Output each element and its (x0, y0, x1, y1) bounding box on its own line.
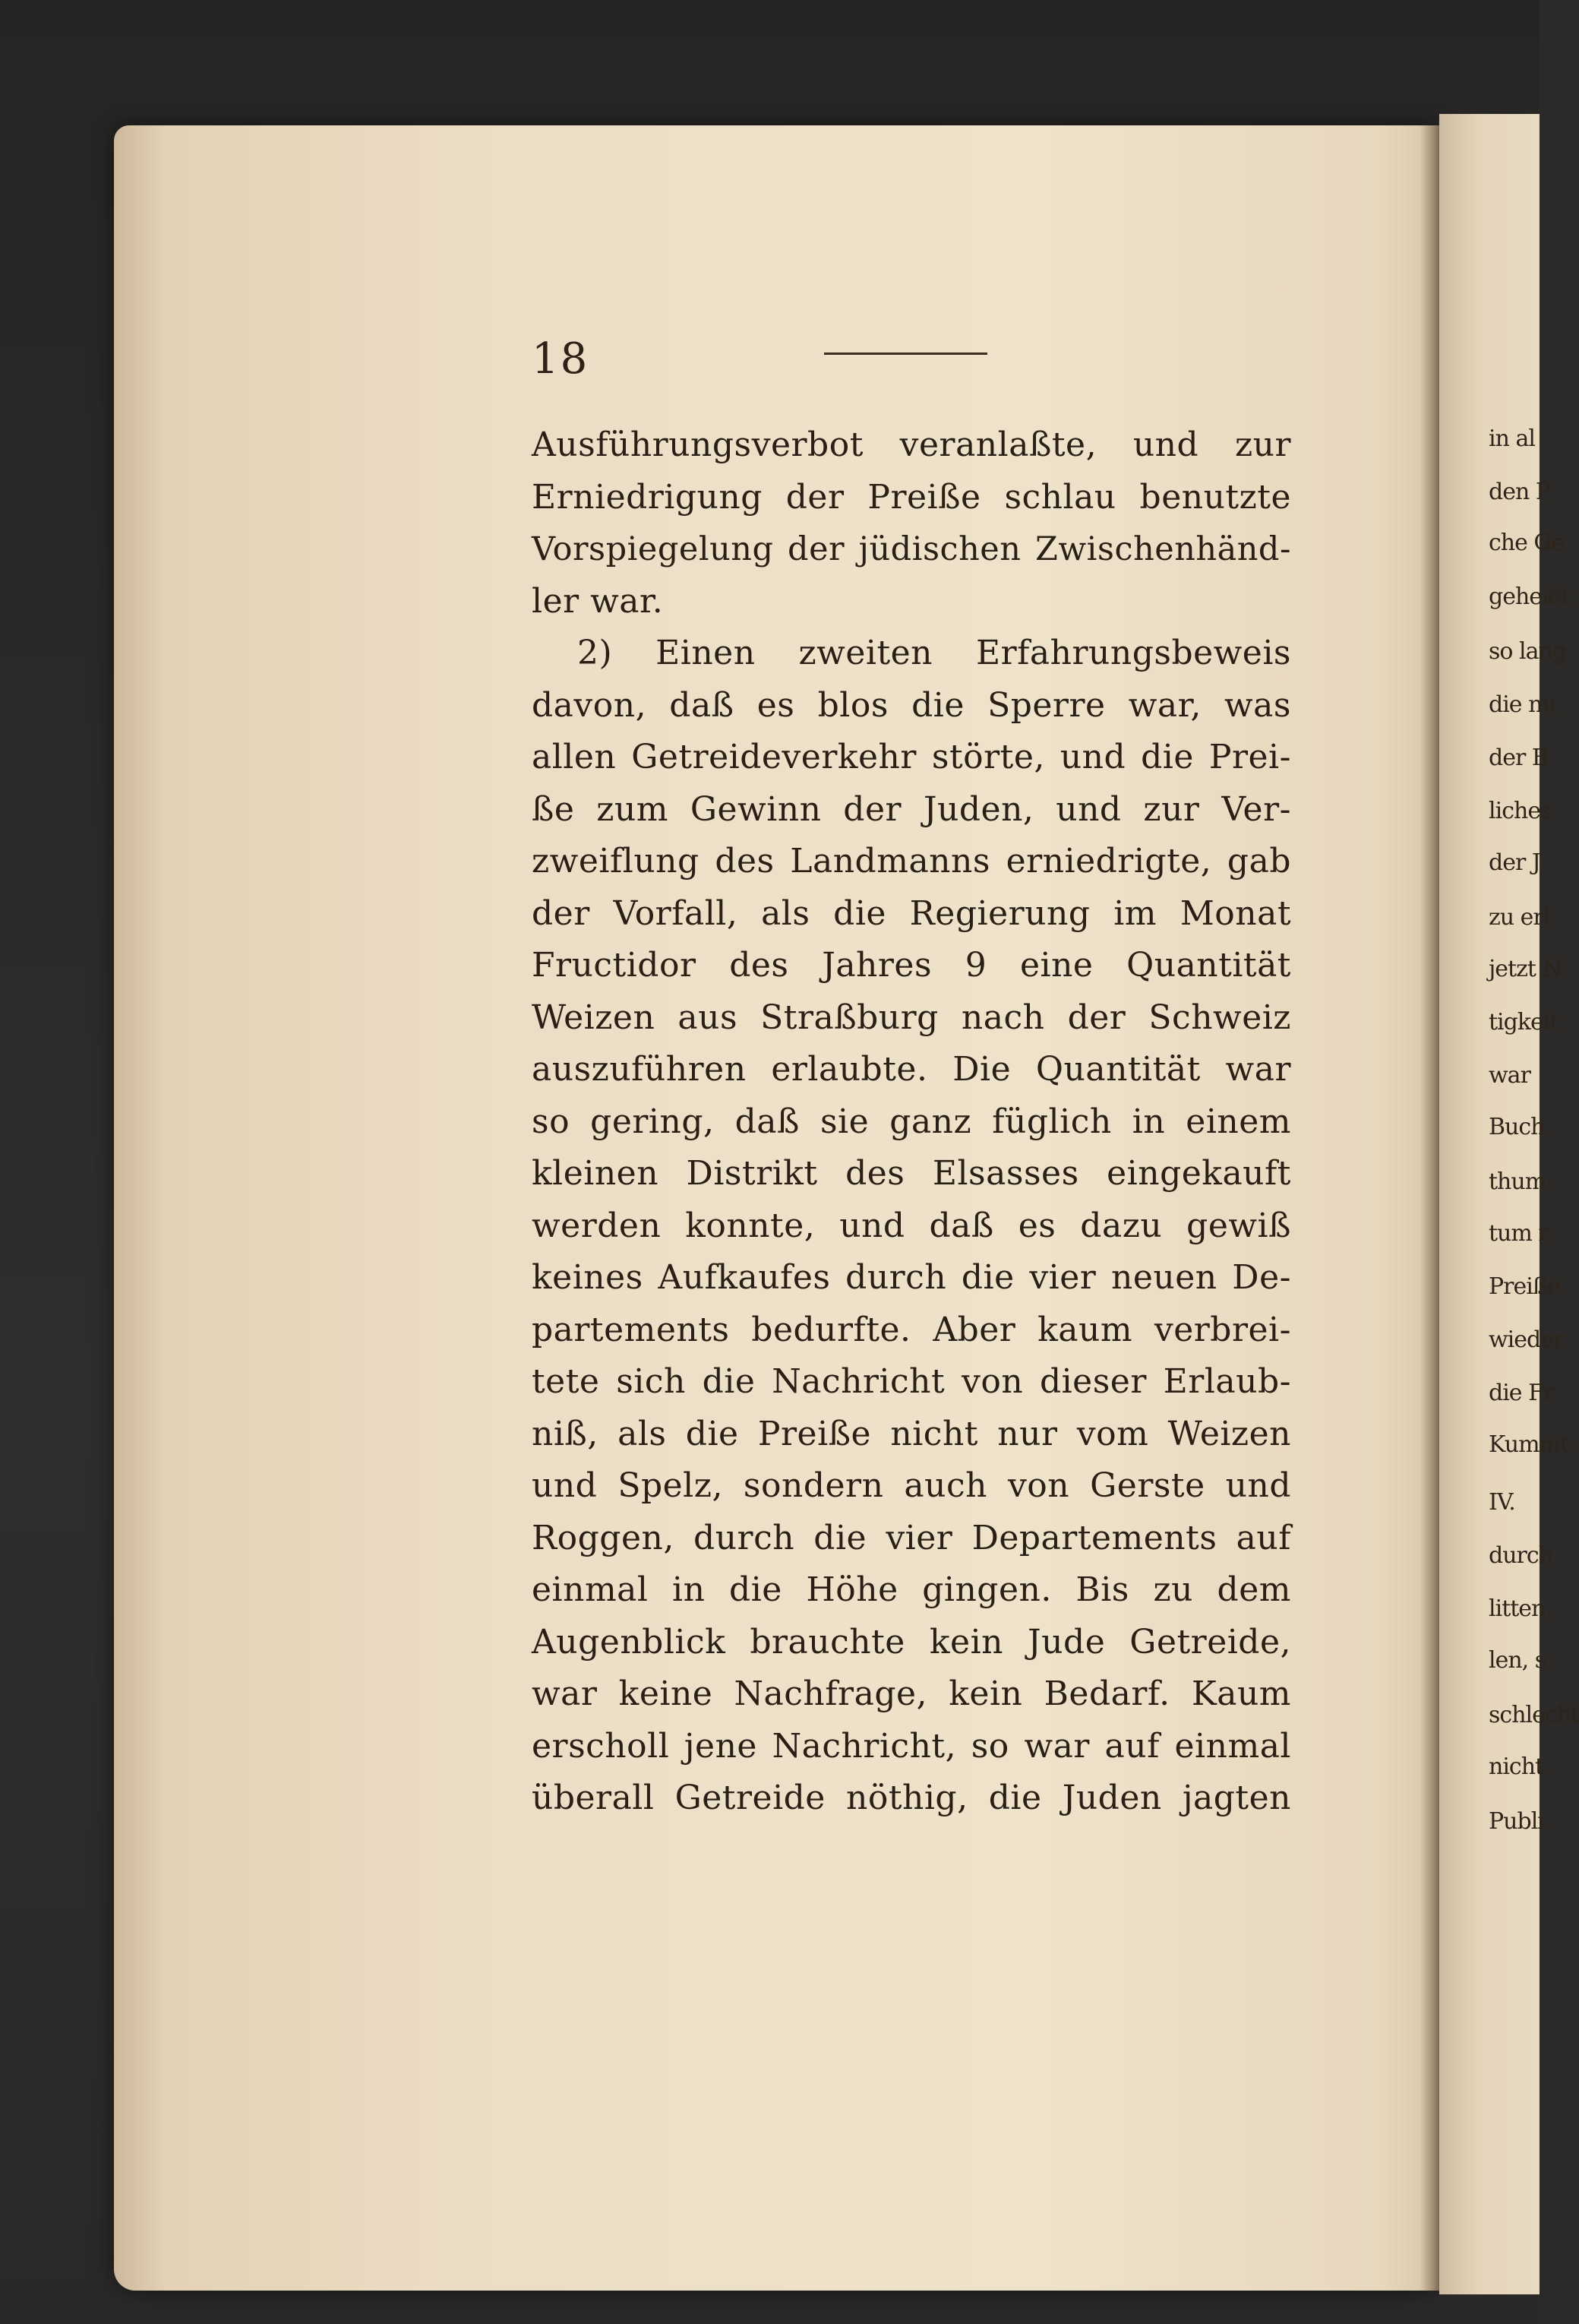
facing-text-fragment: war (1489, 1062, 1530, 1089)
text-line: Ausführungsverbot veranlaßte, und zur (532, 425, 1291, 464)
facing-text-fragment: wieder (1489, 1326, 1564, 1353)
text-line: erscholl jene Nachricht, so war auf einmal (532, 1726, 1291, 1766)
facing-text-fragment: litten, (1489, 1595, 1552, 1622)
facing-text-fragment: tum r (1489, 1220, 1549, 1247)
text-line: partements bedurfte. Aber kaum verbrei- (532, 1310, 1291, 1349)
text-line: überall Getreide nöthig, die Juden jagten (532, 1779, 1291, 1817)
facing-text-fragment: in al (1489, 425, 1535, 452)
text-line: auszuführen erlaubte. Die Quantität war (532, 1050, 1291, 1089)
text-line: niß, als die Preiße nicht nur vom Weizen (532, 1414, 1291, 1453)
facing-text-fragment: der J (1489, 849, 1540, 876)
text-line: so gering, daß sie ganz füglich in einem (532, 1102, 1291, 1141)
text-line: 2) Einen zweiten Erfahrungsbeweis (577, 634, 1291, 672)
text-line: Fructidor des Jahres 9 eine Quantität (532, 946, 1291, 985)
text-line: Augenblick brauchte kein Jude Getreide, (532, 1622, 1291, 1662)
facing-text-fragment: Publi (1489, 1808, 1544, 1835)
facing-text-fragment: Preiße (1489, 1273, 1560, 1300)
facing-text-fragment: che Ge (1489, 530, 1565, 556)
facing-text-fragment: die Fr (1489, 1380, 1554, 1406)
facing-text-fragment: der B (1489, 745, 1548, 771)
facing-text-fragment: jetzt N (1489, 956, 1562, 982)
facing-text-fragment: IV. (1489, 1489, 1515, 1516)
facing-text-fragment: Buch (1489, 1114, 1545, 1140)
facing-text-fragment: den P (1489, 479, 1551, 505)
facing-text-fragment: tigkeit (1489, 1009, 1558, 1036)
text-line: Vorspiegelung der jüdischen Zwischenhänd- (532, 530, 1291, 568)
text-line: der Vorfall, als die Regierung im Monat (532, 893, 1291, 933)
body-text (532, 419, 1291, 1825)
text-line: tete sich die Nachricht von dieser Erlaub- (532, 1362, 1291, 1401)
facing-text-fragment: durch (1489, 1542, 1552, 1569)
text-line: werden konnte, und daß es dazu gewiß (532, 1206, 1291, 1245)
text-line: ße zum Gewinn der Juden, und zur Ver- (532, 789, 1291, 829)
page-number: 18 (532, 334, 589, 384)
text-line: Roggen, durch die vier Departements auf (532, 1518, 1291, 1557)
text-line: davon, daß es blos die Sperre war, was (532, 685, 1291, 725)
facing-text-fragment: so lang (1489, 638, 1566, 665)
facing-text-fragment: die nu (1489, 691, 1556, 718)
facing-text-fragment: thum (1489, 1168, 1546, 1195)
facing-page (1439, 114, 1579, 2294)
text-line: war keine Nachfrage, kein Bedarf. Kaum (532, 1674, 1291, 1713)
header-rule (824, 353, 987, 355)
text-line: keines Aufkaufes durch die vier neuen De- (532, 1258, 1291, 1297)
text-line: Erniedrigung der Preiße schlau benutzte (532, 477, 1291, 517)
text-line: kleinen Distrikt des Elsasses eingekauft (532, 1154, 1291, 1193)
text-line: zweiflung des Landmanns erniedrigte, gab (532, 842, 1291, 881)
facing-text-fragment: geheiet (1489, 583, 1570, 610)
facing-text-fragment: len, s (1489, 1647, 1546, 1674)
facing-text-fragment: liches (1489, 798, 1552, 824)
text-line: ler war. (532, 581, 664, 621)
facing-text-fragment: Kummt (1489, 1431, 1569, 1458)
text-line: und Spelz, sondern auch von Gerste und (532, 1466, 1291, 1505)
text-line: allen Getreideverkehr störte, und die Prei- (532, 738, 1291, 776)
text-line: Weizen aus Straßburg nach der Schweiz (532, 998, 1291, 1037)
facing-text-fragment: schlecht (1489, 1702, 1579, 1728)
facing-text-fragment: nicht (1489, 1753, 1544, 1780)
page-header (532, 334, 1291, 387)
facing-text-fragment: zu erl (1489, 904, 1550, 931)
text-line: einmal in die Höhe gingen. Bis zu dem (532, 1570, 1291, 1609)
